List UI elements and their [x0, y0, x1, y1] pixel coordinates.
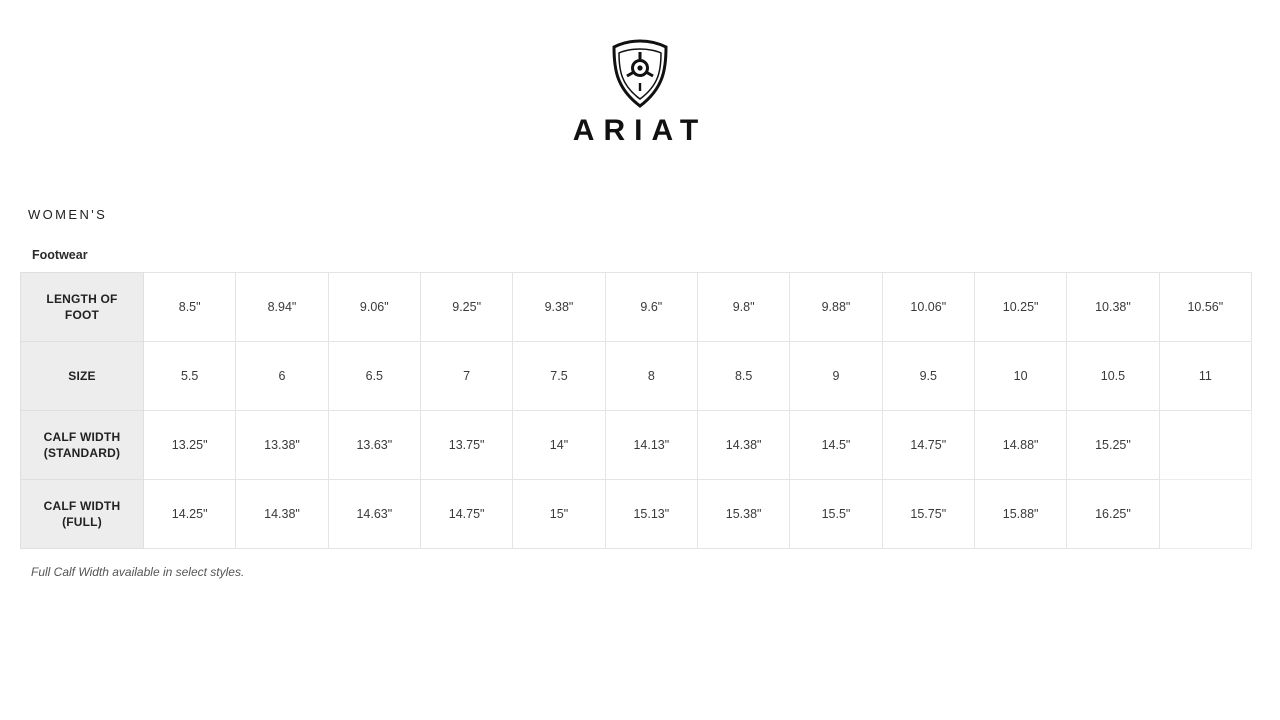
- cell-size-8: 9: [790, 342, 882, 411]
- cell-calf-standard-11: 15.25": [1067, 411, 1159, 480]
- cell-calf-standard-7: 14.38": [697, 411, 789, 480]
- cell-calf-standard-5: 14": [513, 411, 605, 480]
- cell-calf-standard-12: [1159, 411, 1251, 480]
- cell-length-3: 9.06": [328, 273, 420, 342]
- cell-size-3: 6.5: [328, 342, 420, 411]
- cell-length-8: 9.88": [790, 273, 882, 342]
- cell-length-2: 8.94": [236, 273, 328, 342]
- table-footnote: Full Calf Width available in select styles.: [31, 565, 245, 579]
- table-row: [21, 273, 1252, 342]
- cell-size-10: 10: [974, 342, 1066, 411]
- table-row: [21, 480, 1252, 549]
- cell-calf-standard-10: 14.88": [974, 411, 1066, 480]
- cell-calf-full-1: 14.25": [144, 480, 236, 549]
- cell-length-12: 10.56": [1159, 273, 1251, 342]
- row-header-line: LENGTH OF: [46, 291, 118, 306]
- cell-length-9: 10.06": [882, 273, 974, 342]
- cell-calf-full-8: 15.5": [790, 480, 882, 549]
- row-header-size: [21, 342, 144, 411]
- cell-calf-standard-4: 13.75": [420, 411, 512, 480]
- section-title: WOMEN'S: [28, 207, 108, 222]
- section-subtitle: Footwear: [32, 248, 88, 262]
- cell-size-2: 6: [236, 342, 328, 411]
- row-header-calf-width-full: [21, 480, 144, 549]
- cell-calf-full-7: 15.38": [697, 480, 789, 549]
- row-header-calf-width-standard: [21, 411, 144, 480]
- cell-size-1: 5.5: [144, 342, 236, 411]
- brand-header: [0, 38, 1280, 148]
- cell-calf-standard-2: 13.38": [236, 411, 328, 480]
- cell-calf-full-9: 15.75": [882, 480, 974, 549]
- cell-length-7: 9.8": [697, 273, 789, 342]
- cell-length-10: 10.25": [974, 273, 1066, 342]
- size-chart-table-wrapper: [20, 272, 1252, 549]
- cell-calf-full-10: 15.88": [974, 480, 1066, 549]
- ariat-shield-logo-icon: [607, 38, 673, 110]
- cell-calf-full-5: 15": [513, 480, 605, 549]
- brand-wordmark: ARIAT: [572, 114, 708, 147]
- cell-calf-standard-3: 13.63": [328, 411, 420, 480]
- cell-calf-standard-6: 14.13": [605, 411, 697, 480]
- table-row: [21, 342, 1252, 411]
- cell-calf-standard-9: 14.75": [882, 411, 974, 480]
- cell-length-5: 9.38": [513, 273, 605, 342]
- cell-calf-full-6: 15.13": [605, 480, 697, 549]
- row-header-line: (FULL): [62, 515, 102, 529]
- cell-calf-standard-1: 13.25": [144, 411, 236, 480]
- row-header-line: CALF WIDTH: [43, 429, 121, 444]
- row-header-line: CALF WIDTH: [43, 498, 121, 513]
- cell-calf-full-2: 14.38": [236, 480, 328, 549]
- cell-size-5: 7.5: [513, 342, 605, 411]
- row-header-line: FOOT: [64, 308, 100, 322]
- cell-size-12: 11: [1159, 342, 1251, 411]
- cell-calf-full-12: [1159, 480, 1251, 549]
- row-header-line: SIZE: [68, 368, 96, 383]
- row-header-length-of-foot: [21, 273, 144, 342]
- cell-length-1: 8.5": [144, 273, 236, 342]
- size-chart-table: [20, 272, 1252, 549]
- cell-length-6: 9.6": [605, 273, 697, 342]
- cell-calf-standard-8: 14.5": [790, 411, 882, 480]
- cell-length-4: 9.25": [420, 273, 512, 342]
- cell-size-4: 7: [420, 342, 512, 411]
- cell-calf-full-11: 16.25": [1067, 480, 1159, 549]
- cell-calf-full-3: 14.63": [328, 480, 420, 549]
- cell-size-7: 8.5: [697, 342, 789, 411]
- table-row: [21, 411, 1252, 480]
- cell-size-6: 8: [605, 342, 697, 411]
- cell-size-11: 10.5: [1067, 342, 1159, 411]
- cell-length-11: 10.38": [1067, 273, 1159, 342]
- row-header-line: (STANDARD): [43, 446, 121, 460]
- cell-size-9: 9.5: [882, 342, 974, 411]
- cell-calf-full-4: 14.75": [420, 480, 512, 549]
